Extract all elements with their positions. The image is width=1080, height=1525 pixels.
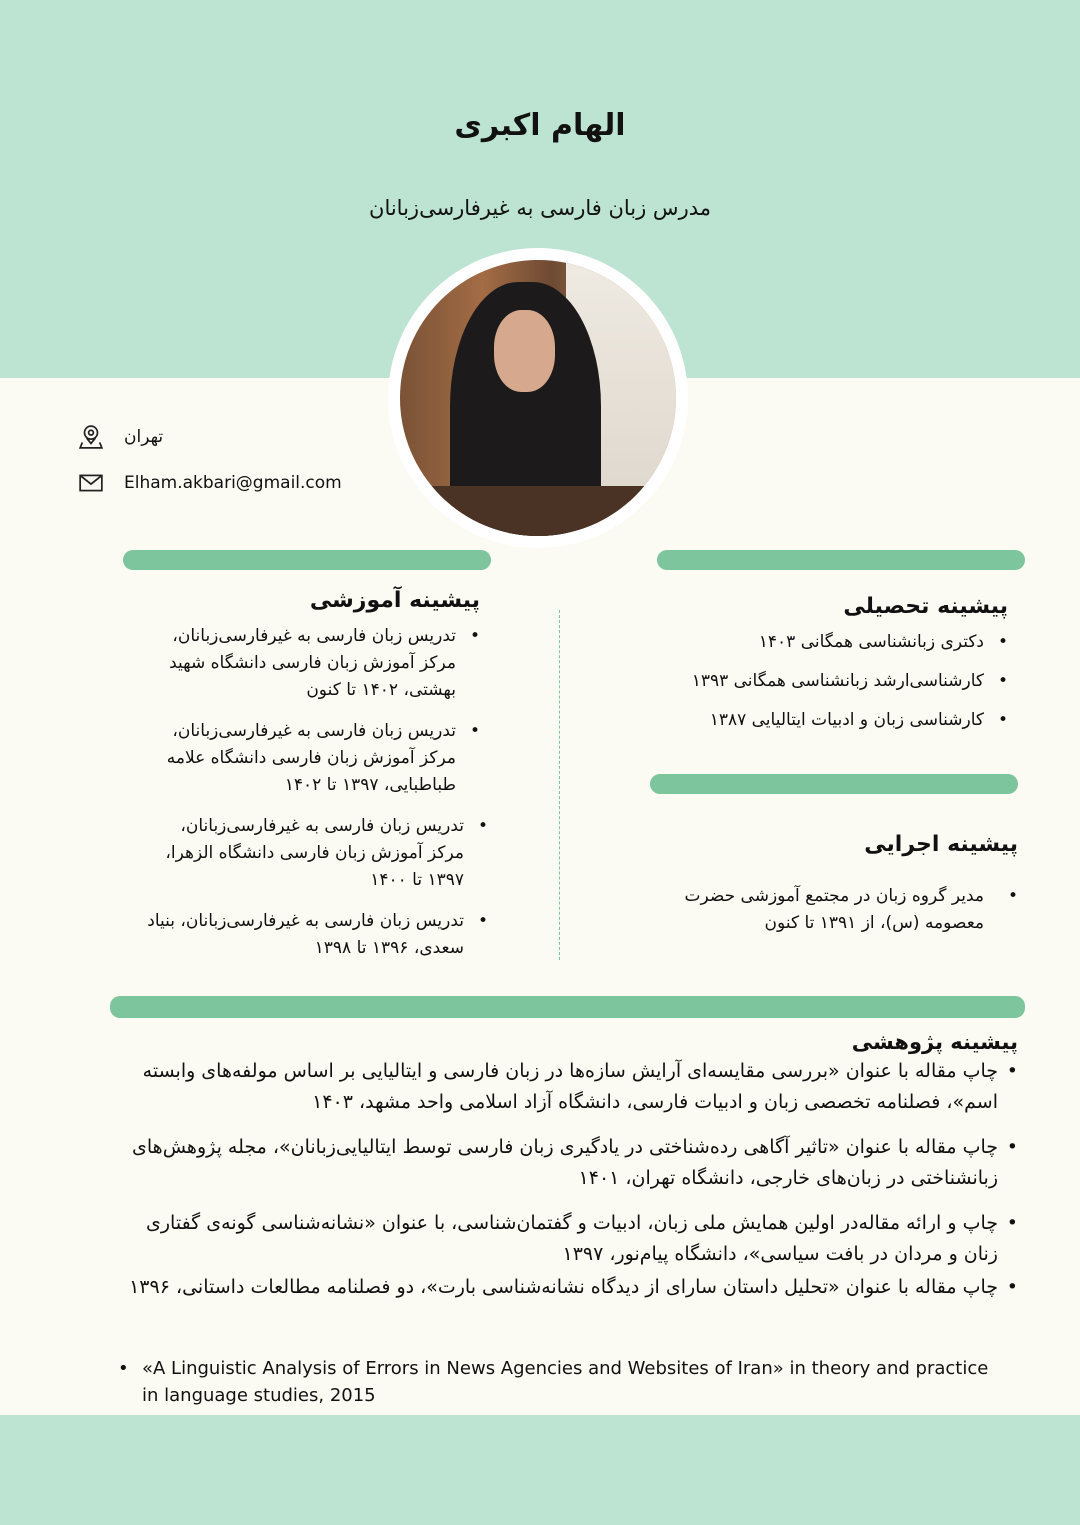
list-item: • چاپ و ارائه مقاله‌در اولین همایش ملی زبان، ادبیات و گفتمان‌شناسی، با عنوان «نشانه‌شناسی گونه‌ی گفتاری زنان و مردان در بافت سیاسی»، دانشگاه پیام‌نور، ۱۳۹۷ bbox=[118, 1208, 1018, 1270]
list-item: • تدریس زبان فارسی به غیرفارسی‌زبانان، مرکز آموزش زبان فارسی دانشگاه الزهرا، ۱۳۹۷ تا ۱۴۰۰ bbox=[140, 813, 488, 894]
list-item: • کارشناسی‌ارشد زبانشناسی همگانی ۱۳۹۳ bbox=[648, 668, 1008, 695]
list-item: • چاپ مقاله با عنوان «تاثیر آگاهی رده‌شناختی در یادگیری زبان فارسی توسط ایتالیایی‌زبانان»، مجله پژوهش‌های زبانشناختی در زبان‌های خارجی، دانشگاه تهران، ۱۴۰۱ bbox=[118, 1132, 1018, 1194]
list-item: • چاپ مقاله با عنوان «تحلیل داستان سارای از دیدگاه نشانه‌شناسی بارت»، دو فصلنامه مطالعات داستانی، ۱۳۹۶ bbox=[118, 1272, 1018, 1303]
email-text[interactable]: Elham.akbari@gmail.com bbox=[124, 473, 342, 493]
contact-location bbox=[78, 424, 163, 450]
list-item: • تدریس زبان فارسی به غیرفارسی‌زبانان، مرکز آموزش زبان فارسی دانشگاه شهید بهشتی، ۱۴۰۲ تا کنون bbox=[140, 623, 480, 704]
divider-bar bbox=[123, 550, 491, 570]
teaching-section bbox=[140, 588, 480, 962]
profile-photo bbox=[388, 248, 688, 548]
person-name: الهام اکبری bbox=[454, 108, 626, 143]
section-heading: پیشینه آموزشی bbox=[309, 588, 480, 613]
location-pin-icon bbox=[78, 424, 104, 450]
section-heading: پیشینه تحصیلی bbox=[843, 594, 1008, 619]
column-divider bbox=[559, 610, 560, 960]
research-section bbox=[118, 1030, 1018, 1303]
section-heading: پیشینه اجرایی bbox=[864, 832, 1018, 857]
list-item: • چاپ مقاله با عنوان «بررسی مقایسه‌ای آرایش سازه‌ها در زبان فارسی و ایتالیایی بر اساس مولفه‌های وابسته اسم»، فصلنامه تخصصی زبان و ادبیات فارسی، دانشگاه آزاد اسلامی واحد مشهد، ۱۴۰۳ bbox=[118, 1056, 1018, 1118]
list-item: • تدریس زبان فارسی به غیرفارسی‌زبانان، مرکز آموزش زبان فارسی دانشگاه علامه طباطبایی، ۱۳۹۷ تا ۱۴۰۲ bbox=[140, 718, 480, 799]
list-item: • دکتری زبانشناسی همگانی ۱۴۰۳ bbox=[648, 629, 1008, 656]
footer-band bbox=[0, 1415, 1080, 1525]
location-text: تهران bbox=[124, 427, 164, 447]
list-item: • تدریس زبان فارسی به غیرفارسی‌زبانان، بنیاد سعدی، ۱۳۹۶ تا ۱۳۹۸ bbox=[140, 908, 488, 962]
list-item: • مدیر گروه زبان در مجتمع آموزشی حضرت معصومه (س)، از ۱۳۹۱ تا کنون bbox=[678, 883, 1018, 937]
list-item: • «A Linguistic Analysis of Errors in News Agencies and Websites of Iran» in theory and practice in language studies, 2015 bbox=[118, 1355, 998, 1409]
divider-bar bbox=[110, 996, 1025, 1018]
education-section bbox=[648, 594, 1008, 734]
section-heading: پیشینه پژوهشی bbox=[851, 1030, 1018, 1054]
research-english bbox=[118, 1355, 998, 1409]
divider-bar bbox=[650, 774, 1018, 794]
mail-icon bbox=[78, 470, 104, 496]
divider-bar bbox=[657, 550, 1025, 570]
executive-section bbox=[678, 832, 1018, 937]
job-title: مدرس زبان فارسی به غیرفارسی‌زبانان bbox=[369, 196, 711, 220]
list-item: • کارشناسی زبان و ادبیات ایتالیایی ۱۳۸۷ bbox=[648, 707, 1008, 734]
contact-email bbox=[78, 470, 342, 496]
